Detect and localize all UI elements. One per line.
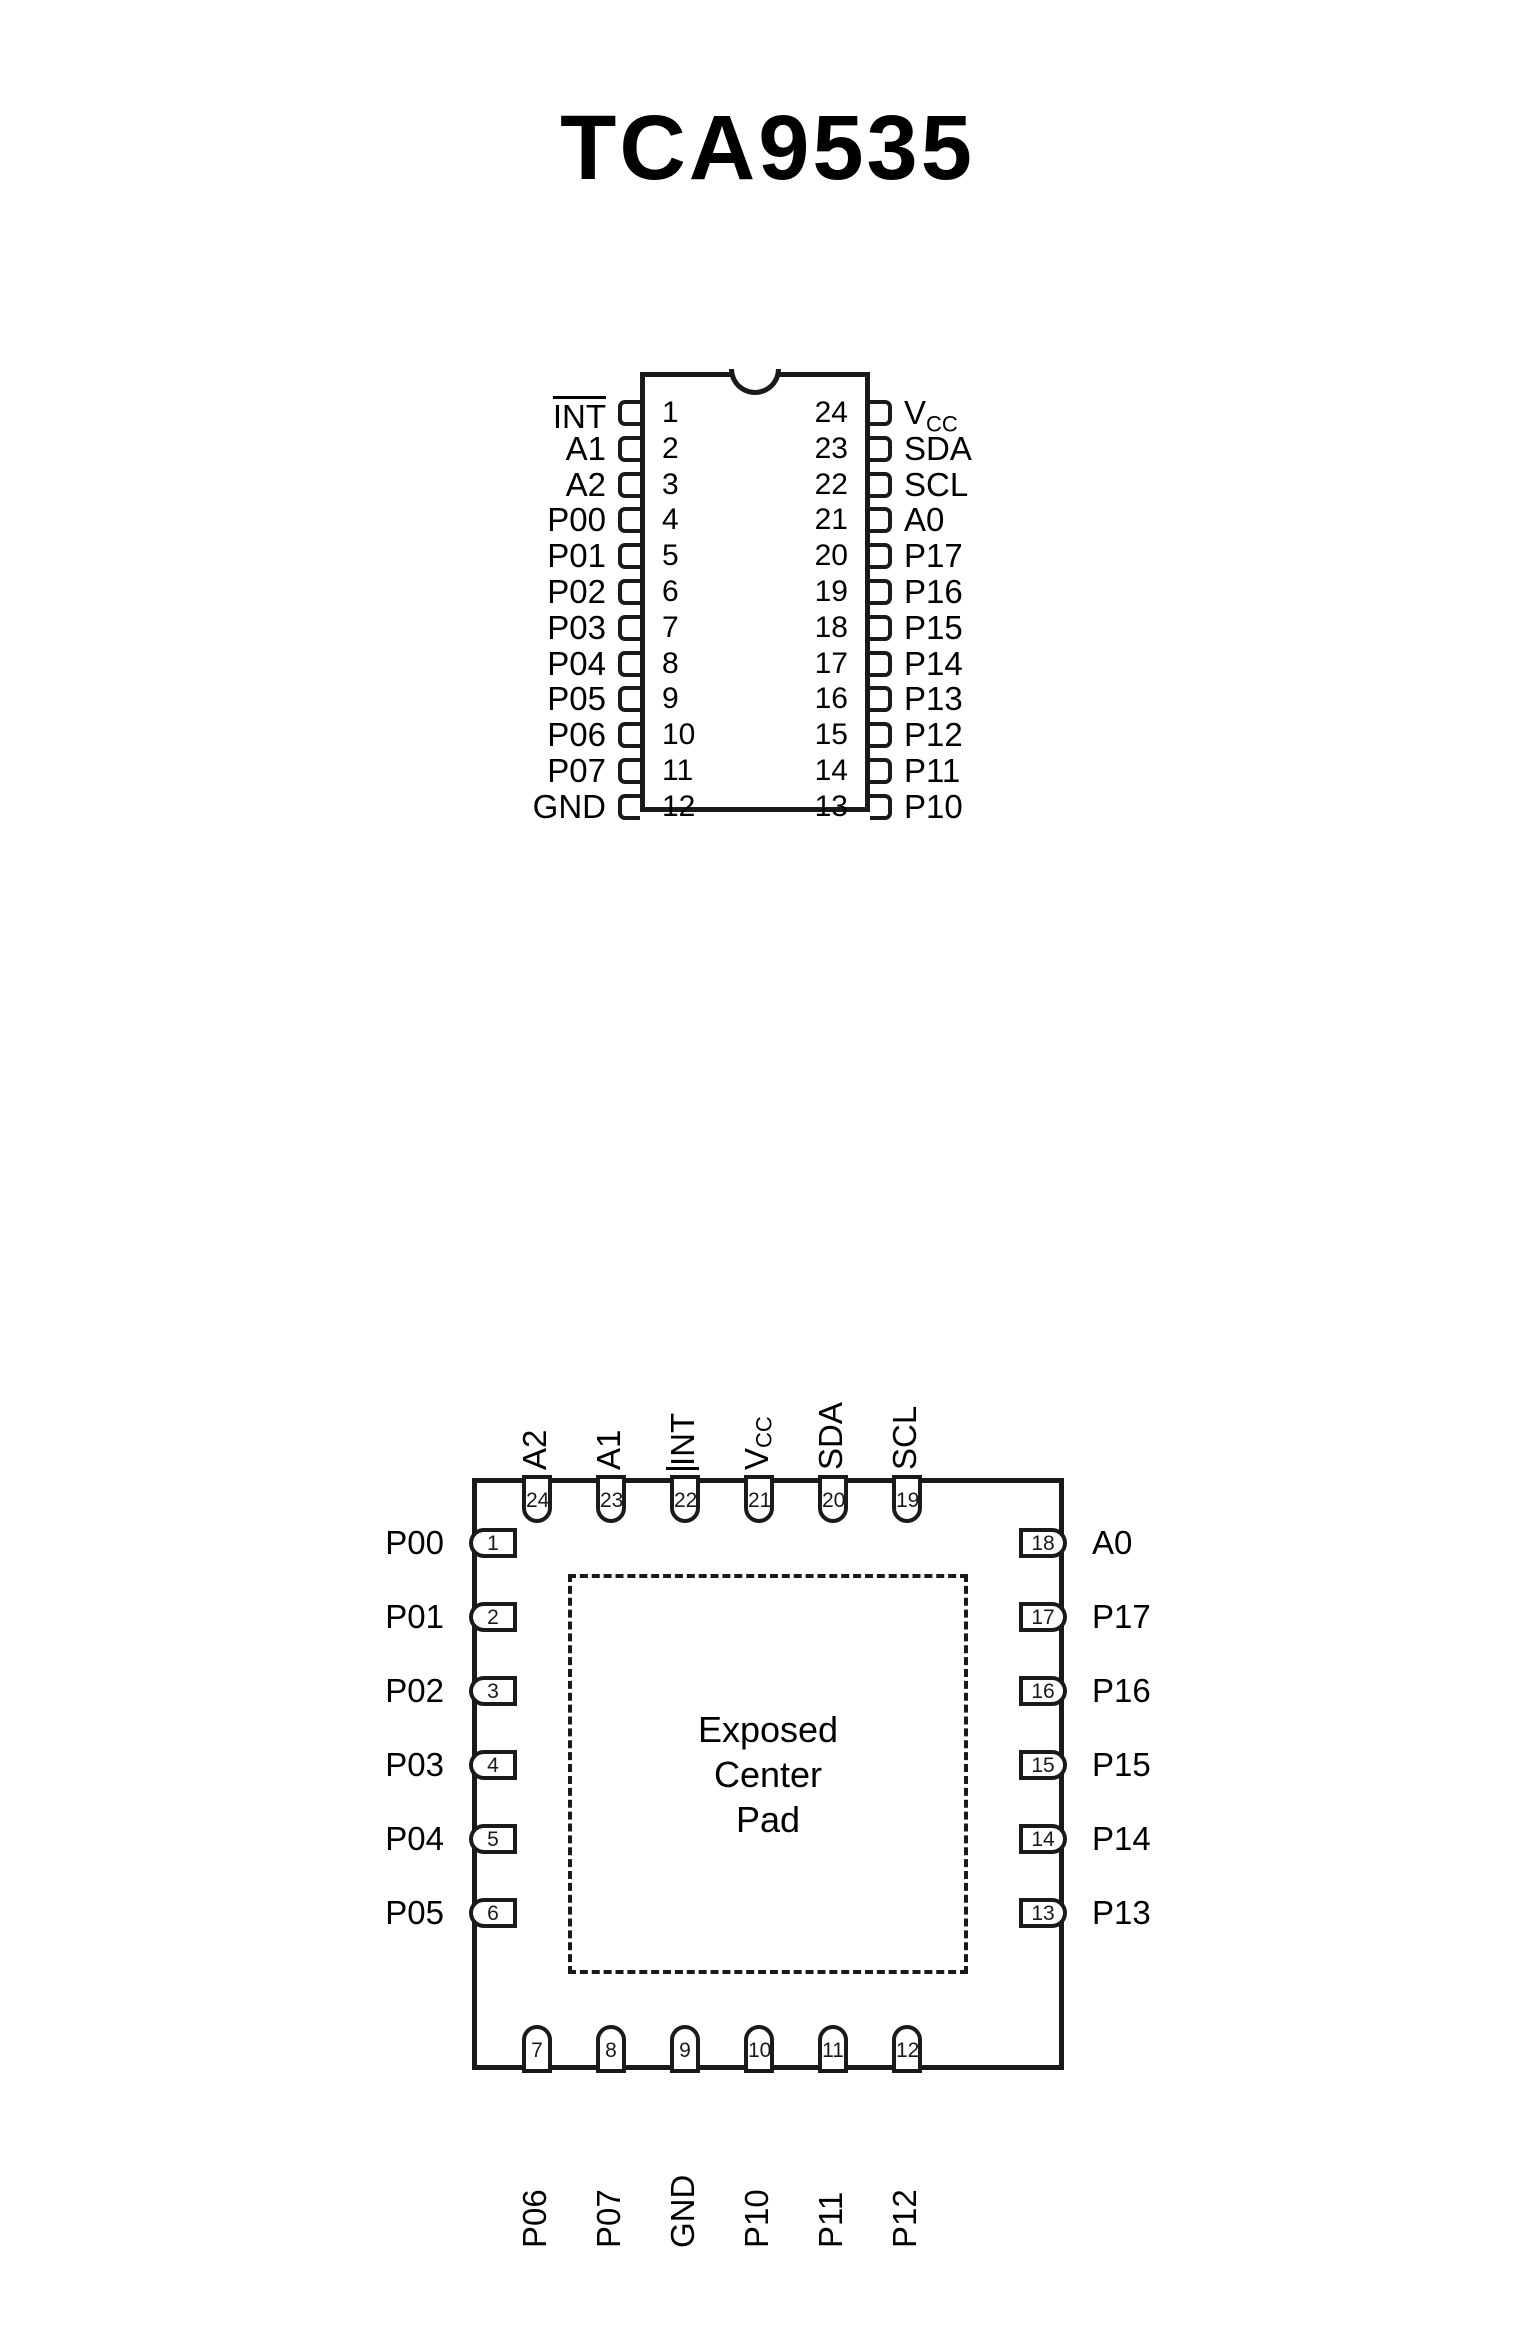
- center-pad-line-3: Pad: [735, 1798, 801, 1840]
- qfn-pin-pad-right: 13: [1019, 1898, 1067, 1928]
- qfn-pin-pad-left: 1: [469, 1528, 517, 1558]
- dip-pin-number-right: 19: [814, 575, 848, 608]
- dip-pin-stub-right: [870, 472, 892, 498]
- dip-pin-stub-right: [870, 436, 892, 462]
- qfn-pin-label-bottom: P07: [590, 2189, 627, 2248]
- dip-pin-stub-right: [870, 615, 892, 641]
- dip-pin-number-left: 11: [662, 754, 694, 787]
- dip-pin-number-right: 18: [814, 610, 848, 644]
- dip-pin-label-right: SCL: [904, 465, 969, 503]
- qfn-pin-label-top: SDA: [812, 1402, 849, 1470]
- center-pad-line-2: Center: [713, 1753, 823, 1795]
- qfn-pin-label-right: P14: [1092, 1820, 1151, 1857]
- qfn-pin-label-left: P03: [385, 1746, 444, 1783]
- dip-pin-number-left: 5: [662, 539, 679, 573]
- qfn-pin-pad-top: 23: [596, 1475, 626, 1523]
- dip-pin-stub-left: [618, 794, 640, 820]
- dip-pin-stub-right: [870, 579, 892, 605]
- qfn-pin-label-bottom: P10: [738, 2189, 775, 2248]
- dip-pin-label-right: $V_{CC}$: [904, 394, 958, 437]
- dip-pin-label-right: P16: [904, 573, 963, 610]
- qfn-pin-label-bottom: GND: [664, 2174, 701, 2248]
- dip-pin-row: [547, 501, 945, 539]
- qfn-pin-label-left: P04: [385, 1820, 444, 1857]
- dip-pin-label-left: P06: [547, 716, 606, 754]
- dip-pin-label-right: P13: [904, 680, 963, 718]
- dip-pin-row: [547, 752, 961, 789]
- dip-pin-label-left: P07: [547, 752, 606, 789]
- dip-pin-number-left: 9: [662, 682, 679, 716]
- dip-pin-row: [532, 787, 963, 825]
- qfn-pin-pad-top: 19: [892, 1475, 922, 1523]
- dip-pin-stub-right: [870, 543, 892, 569]
- dip-pin-label-right: SDA: [904, 429, 972, 467]
- dip-pin-row: [565, 429, 972, 467]
- dip-pin-stub-left: [618, 722, 640, 748]
- dip-pin-row: [547, 644, 963, 682]
- dip-pin-label-left: GND: [532, 787, 606, 825]
- qfn-pin-pad-left: 6: [469, 1898, 517, 1928]
- qfn-pin-label-left: P00: [385, 1524, 444, 1561]
- dip-pin-number-right: 16: [814, 682, 848, 716]
- qfn-pin-label-right: P13: [1092, 1894, 1151, 1931]
- dip-pin-number-right: 24: [814, 396, 848, 429]
- qfn-pin-pad-top: 22: [670, 1475, 700, 1523]
- qfn-pin-pad-left: 5: [469, 1824, 517, 1854]
- dip-pin-label-left: INT: [552, 398, 606, 435]
- dip-pin-stub-left: [618, 651, 640, 677]
- dip-pin-number-right: 23: [814, 431, 848, 465]
- dip-pin-number-left: 2: [662, 431, 679, 465]
- dip-pin-number-left: 3: [662, 467, 679, 501]
- dip-pin-row: [547, 680, 963, 718]
- dip-pin-stub-right: [870, 651, 892, 677]
- qfn-pin-pad-top: 20: [818, 1475, 848, 1523]
- dip-pin-stub-right: [870, 794, 892, 820]
- qfn-pin-label-right: P16: [1092, 1672, 1151, 1709]
- dip-pin-label-right: P10: [904, 787, 963, 825]
- dip-pin-label-left: P02: [547, 573, 606, 610]
- dip-pin-stub-left: [618, 400, 640, 426]
- dip-pin-row: [547, 573, 963, 610]
- dip-pin-number-left: 4: [662, 503, 679, 537]
- dip-pin-label-left: A1: [565, 429, 606, 467]
- dip-pin-number-left: 12: [662, 789, 696, 823]
- dip-pin-number-left: 1: [662, 396, 679, 429]
- dip-pin-label-left: P05: [547, 680, 606, 718]
- qfn-pin-label-right: P15: [1092, 1746, 1151, 1783]
- qfn-pin-pad-bottom: 7: [522, 2025, 552, 2073]
- dip-pin-stub-left: [618, 615, 640, 641]
- qfn-pin-pad-bottom: 10: [744, 2025, 774, 2073]
- dip-pin-row: [547, 716, 963, 754]
- qfn-pin-label-left: P05: [385, 1894, 444, 1931]
- dip-pin-stub-left: [618, 758, 640, 784]
- qfn-pin-label-top: INT: [666, 1310, 699, 1470]
- dip-pin-number-left: 7: [662, 610, 679, 644]
- dip-pin-label-right: P14: [904, 644, 963, 682]
- exposed-center-pad: [568, 1574, 968, 1974]
- center-pad-line-1: Exposed: [697, 1708, 839, 1750]
- dip-pin-label-right: P17: [904, 537, 963, 575]
- dip-pin-number-right: 22: [814, 467, 848, 501]
- dip-pin-number-right: 17: [814, 646, 848, 680]
- qfn-pin-pad-bottom: 9: [670, 2025, 700, 2073]
- dip-pin-row: [547, 537, 963, 575]
- qfn-pin-pad-right: 18: [1019, 1528, 1067, 1558]
- dip-pin-label-left: P00: [547, 501, 606, 539]
- dip-pin-number-right: 20: [814, 539, 848, 573]
- dip-pin-label-left: P03: [547, 608, 606, 646]
- dip-pin-label-right: P15: [904, 608, 963, 646]
- qfn-pin-label-left: P01: [385, 1598, 444, 1635]
- dip-package-diagram: [532, 372, 972, 825]
- dip-pin-label-left: P01: [547, 537, 606, 575]
- dip-pin-label-right: P12: [904, 716, 963, 754]
- dip-pin-number-right: 21: [814, 503, 848, 537]
- dip-pin-label-right: P11: [904, 752, 961, 789]
- dip-pin-row: [547, 608, 963, 646]
- dip-pin-stub-left: [618, 507, 640, 533]
- dip-pin-number-right: 15: [814, 718, 848, 752]
- qfn-pin-label-bottom: P11: [812, 2191, 849, 2248]
- dip-pin-stub-left: [618, 579, 640, 605]
- dip-pin-row: [565, 465, 969, 503]
- dip-pin-label-left: A2: [565, 465, 606, 503]
- qfn-pin-pad-left: 3: [469, 1676, 517, 1706]
- qfn-pin-pad-top: 24: [522, 1475, 552, 1523]
- qfn-pin-label-bottom: P06: [516, 2189, 553, 2248]
- dip-pin-number-left: 8: [662, 646, 679, 680]
- qfn-pin-label-left: P02: [385, 1672, 444, 1709]
- dip-pin-stub-left: [618, 472, 640, 498]
- qfn-pin-pad-left: 2: [469, 1602, 517, 1632]
- dip-pin-number-left: 6: [662, 575, 679, 608]
- dip-pin-stub-right: [870, 758, 892, 784]
- dip-pin-row: [552, 394, 958, 437]
- qfn-pin-label-bottom: P12: [886, 2189, 923, 2248]
- dip-pin-number-right: 14: [814, 754, 848, 787]
- page-title: TCA9535: [560, 97, 975, 199]
- dip-pin-label-right: A0: [904, 501, 945, 539]
- qfn-pin-pad-top: 21: [744, 1475, 774, 1523]
- qfn-pin-pad-right: 17: [1019, 1602, 1067, 1632]
- qfn-pin-label-top: SCL: [886, 1405, 923, 1470]
- dip-pin-stub-left: [618, 543, 640, 569]
- dip-pin-number-right: 13: [814, 789, 848, 823]
- dip-pin-stub-right: [870, 686, 892, 712]
- qfn-pin-pad-right: 14: [1019, 1824, 1067, 1854]
- dip-pin-stub-right: [870, 400, 892, 426]
- qfn-pin-pad-bottom: 11: [818, 2025, 848, 2073]
- dip-pin-number-left: 10: [662, 718, 696, 752]
- qfn-pin-pad-right: 15: [1019, 1750, 1067, 1780]
- qfn-pin-label-top: $V_{CC}$: [738, 1416, 777, 1470]
- dip-pin-stub-left: [618, 686, 640, 712]
- qfn-package-diagram: [385, 1402, 1151, 2248]
- qfn-pin-pad-bottom: 12: [892, 2025, 922, 2073]
- dip-pin-label-left: P04: [547, 644, 606, 682]
- dip-pin-stub-left: [618, 436, 640, 462]
- dip-pin-stub-right: [870, 507, 892, 533]
- qfn-pin-pad-right: 16: [1019, 1676, 1067, 1706]
- qfn-pin-pad-left: 4: [469, 1750, 517, 1780]
- dip-pin-stub-right: [870, 722, 892, 748]
- qfn-pin-label-top: A1: [590, 1429, 627, 1470]
- qfn-pin-label-top: A2: [516, 1429, 553, 1470]
- qfn-pin-pad-bottom: 8: [596, 2025, 626, 2073]
- qfn-pin-label-right: P17: [1092, 1598, 1151, 1635]
- qfn-pin-label-right: A0: [1092, 1524, 1133, 1561]
